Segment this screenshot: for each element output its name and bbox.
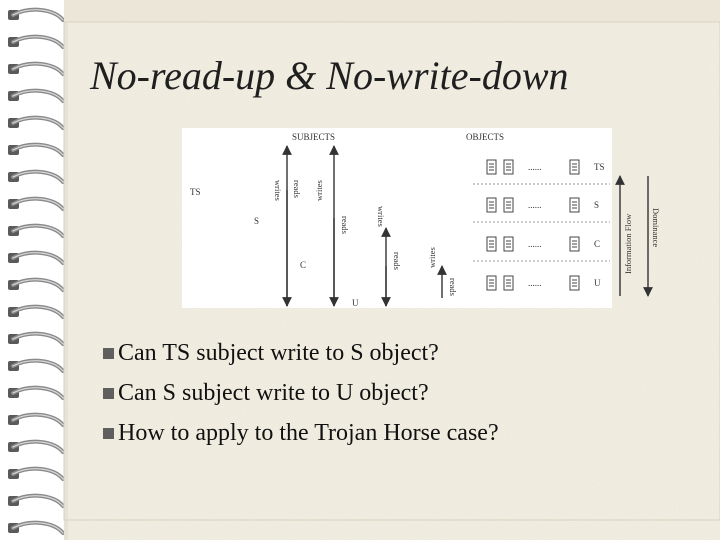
objects-header: OBJECTS bbox=[466, 132, 505, 142]
spiral-binding bbox=[0, 0, 64, 540]
security-levels-diagram bbox=[182, 128, 661, 308]
ts-writes-label: writes bbox=[273, 180, 283, 201]
bullet-item bbox=[103, 336, 499, 376]
dots: ...... bbox=[528, 200, 542, 210]
s-writes-label: writes bbox=[314, 180, 324, 201]
c-writes-label: writes bbox=[376, 206, 386, 227]
bullet-text: Can TS subject write to S object? bbox=[118, 340, 439, 366]
information-flow-label: Information Flow bbox=[623, 213, 633, 274]
s-reads-label: reads bbox=[340, 216, 350, 234]
bullet-text: Can S subject write to U object? bbox=[118, 380, 429, 406]
bullet-item bbox=[103, 416, 499, 456]
bullet-text: How to apply to the Trojan Horse case? bbox=[118, 420, 499, 446]
subject-level-c: C bbox=[300, 260, 307, 270]
ts-reads-label: reads bbox=[292, 180, 302, 198]
subject-level-s: S bbox=[254, 216, 260, 226]
object-level-s: S bbox=[594, 200, 600, 210]
dots: ...... bbox=[528, 162, 542, 172]
subject-level-ts: TS bbox=[190, 187, 201, 197]
slide-title: No-read-up & No-write-down bbox=[90, 53, 569, 98]
bullet-item bbox=[103, 376, 499, 416]
subjects-header: SUBJECTS bbox=[292, 132, 336, 142]
dominance-label: Dominance bbox=[651, 208, 661, 248]
u-reads-label: reads bbox=[448, 278, 458, 296]
object-level-u: U bbox=[594, 278, 601, 288]
square-bullet-icon bbox=[103, 348, 114, 359]
subject-level-u: U bbox=[352, 298, 359, 308]
object-level-c: C bbox=[594, 239, 601, 249]
bullet-list bbox=[103, 336, 499, 456]
square-bullet-icon bbox=[103, 428, 114, 439]
square-bullet-icon bbox=[103, 388, 114, 399]
dots: ...... bbox=[528, 239, 542, 249]
object-level-ts: TS bbox=[594, 162, 605, 172]
slide bbox=[64, 0, 720, 540]
u-writes-label: writes bbox=[427, 247, 437, 268]
dots: ...... bbox=[528, 278, 542, 288]
c-reads-label: reads bbox=[392, 252, 402, 270]
